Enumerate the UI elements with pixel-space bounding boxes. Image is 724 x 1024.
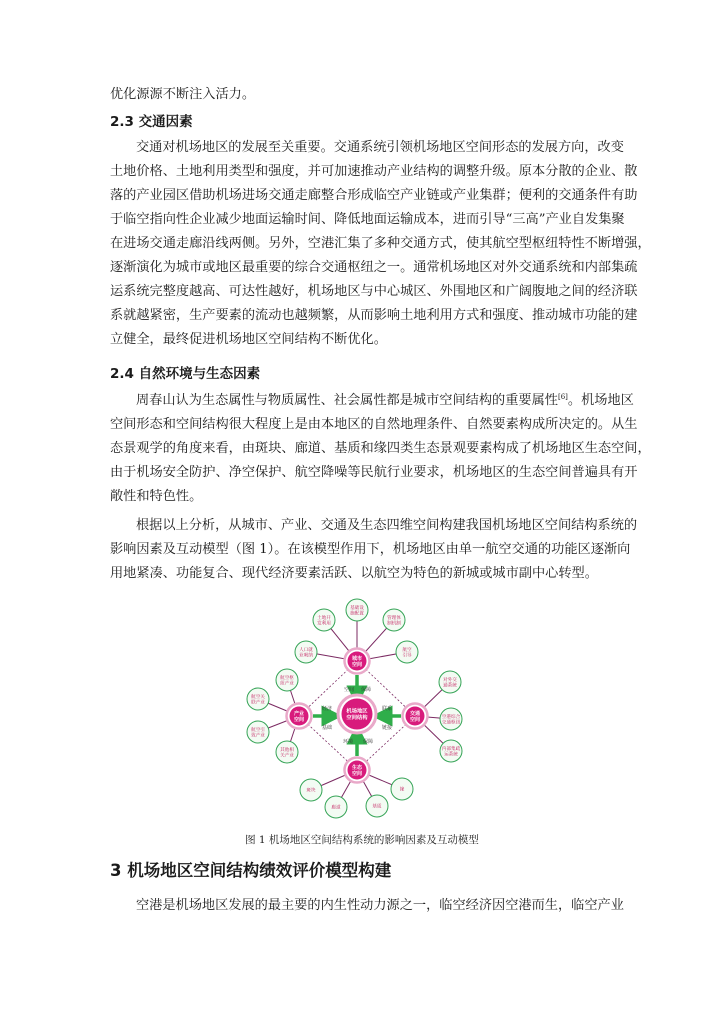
traffic-factor-label: 对外交通系统 [443, 677, 457, 689]
link-label: 链接 [381, 724, 393, 731]
industry-hub-label: 产业空间 [293, 710, 305, 723]
link-label: 基础 [321, 724, 333, 731]
industry-factor-label: 其他相关产业 [280, 747, 294, 759]
center-label: 机场地区空间结构 [346, 708, 368, 722]
eco-factor-label: 斑块 [306, 788, 316, 794]
paragraph-line: 运系统完整度越高、可达性越好，机场地区与中心城区、外围地区和广阔腹地之间的经济联 [110, 284, 638, 299]
section-2-3-heading: 2.3 交通因素 [110, 114, 193, 130]
paragraph-line: 交通对机场地区的发展至关重要。交通系统引领机场地区空间形态的发展方向，改变 [136, 140, 624, 155]
paragraph-line: 在进场交通走廊沿线两侧。另外，空港汇集了多种交通方式，使其航空型枢纽特性不断增强， [110, 236, 651, 251]
eco-factor-label: 缘 [399, 787, 405, 793]
city-factor-label: 土地开发利用 [317, 615, 331, 627]
paragraph-text: 。机场地区 [567, 393, 634, 408]
link-label: 保障 [360, 686, 372, 693]
link-label: 经济 [321, 705, 333, 712]
paragraph-line: 态景观学的角度来看，由斑块、廊道、基质和缘四类生态景观要素构成了机场地区生态空间， [110, 441, 651, 456]
city-factor-label: 管理体制机制 [387, 615, 401, 627]
paragraph-text: 周春山认为生态属性与物质属性、社会属性都是城市空间结构的重要属性 [136, 393, 558, 408]
paragraph-line: 于临空指向性企业减少地面运输时间、降低地面运输成本，进而引导“三高”产业自发集聚 [110, 212, 625, 227]
paragraph-line: 影响因素及互动模型（图 1）。在该模型作用下，机场地区由单一航空交通的功能区逐渐向 [110, 542, 631, 557]
traffic-factor-label: 空港综合交通枢纽 [441, 714, 461, 726]
paragraph-line: 根据以上分析，从城市、产业、交通及生态四维空间构建我国机场地区空间结构系统的 [136, 518, 638, 533]
link-label: 环境 [342, 738, 354, 745]
traffic-hub-label: 交通空间 [409, 710, 421, 723]
paragraph-line: 由于机场安全防护、净空保护、航空降噪等民航行业要求，机场地区的生态空间普遍具有开 [110, 465, 638, 480]
eco-factor-label: 基质 [372, 804, 382, 810]
citation-ref: [6] [558, 393, 568, 401]
city-hub-label: 城市空间 [351, 655, 363, 668]
paragraph-line: 土地价格、土地利用类型和强度，并可加速推动产业结构的调整升级。原本分散的企业、散 [110, 164, 638, 179]
intro-line: 优化源源不断注入活力。 [110, 87, 256, 102]
section-2-4-heading: 2.4 自然环境与生态因素 [110, 366, 261, 382]
city-factor-label: 基础设施配置 [350, 605, 364, 617]
eco-factor-label: 廊道 [331, 805, 341, 811]
paragraph-line: 立健全，最终促进机场地区空间结构不断优化。 [110, 332, 387, 347]
industry-factor-label: 航空引致产业 [251, 727, 265, 739]
city-factor-label: 人口就业吸纳 [299, 647, 313, 659]
paragraph-line: 空间形态和空间结构很大程度上是由本地区的自然地理条件、自然要素构成所决定的。从生 [110, 417, 638, 432]
section-3-heading: 3 机场地区空间结构绩效评价模型构建 [110, 861, 392, 880]
link-label: 联系 [381, 705, 393, 712]
link-label: 保障 [362, 738, 374, 745]
paragraph-line: 敞性和特色性。 [110, 489, 203, 504]
paragraph-line: 用地紧凑、功能复合、现代经济要素活跃、以航空为特色的新城或城市副中心转型。 [110, 566, 598, 581]
paragraph-line: 空港是机场地区发展的最主要的内生性动力源之一，临空经济因空港而生，临空产业 [136, 898, 624, 913]
industry-factor-label: 航空枢纽产业 [280, 675, 294, 687]
eco-hub-label: 生态空间 [351, 764, 363, 777]
industry-factor-label: 航空关联产业 [251, 694, 265, 706]
paragraph-line: 逐渐演化为城市或地区最重要的综合交通枢纽之一。通常机场地区对外交通系统和内部集疏 [110, 260, 638, 275]
traffic-factor-label: 内部集疏运系统 [441, 746, 461, 758]
figure-caption: 图 1 机场地区空间结构系统的影响因素及互动模型 [245, 834, 479, 846]
link-label: 空间 [343, 686, 355, 693]
paragraph-line: 系就越紧密，生产要素的流动也越频繁，从而影响土地利用方式和强度、推动城市功能的建 [110, 308, 638, 323]
paragraph-line: 落的产业园区借助机场进场交通走廊整合形成临空产业链或产业集群；便利的交通条件有助 [110, 188, 638, 203]
city-factor-label: 航空引导 [402, 647, 412, 659]
